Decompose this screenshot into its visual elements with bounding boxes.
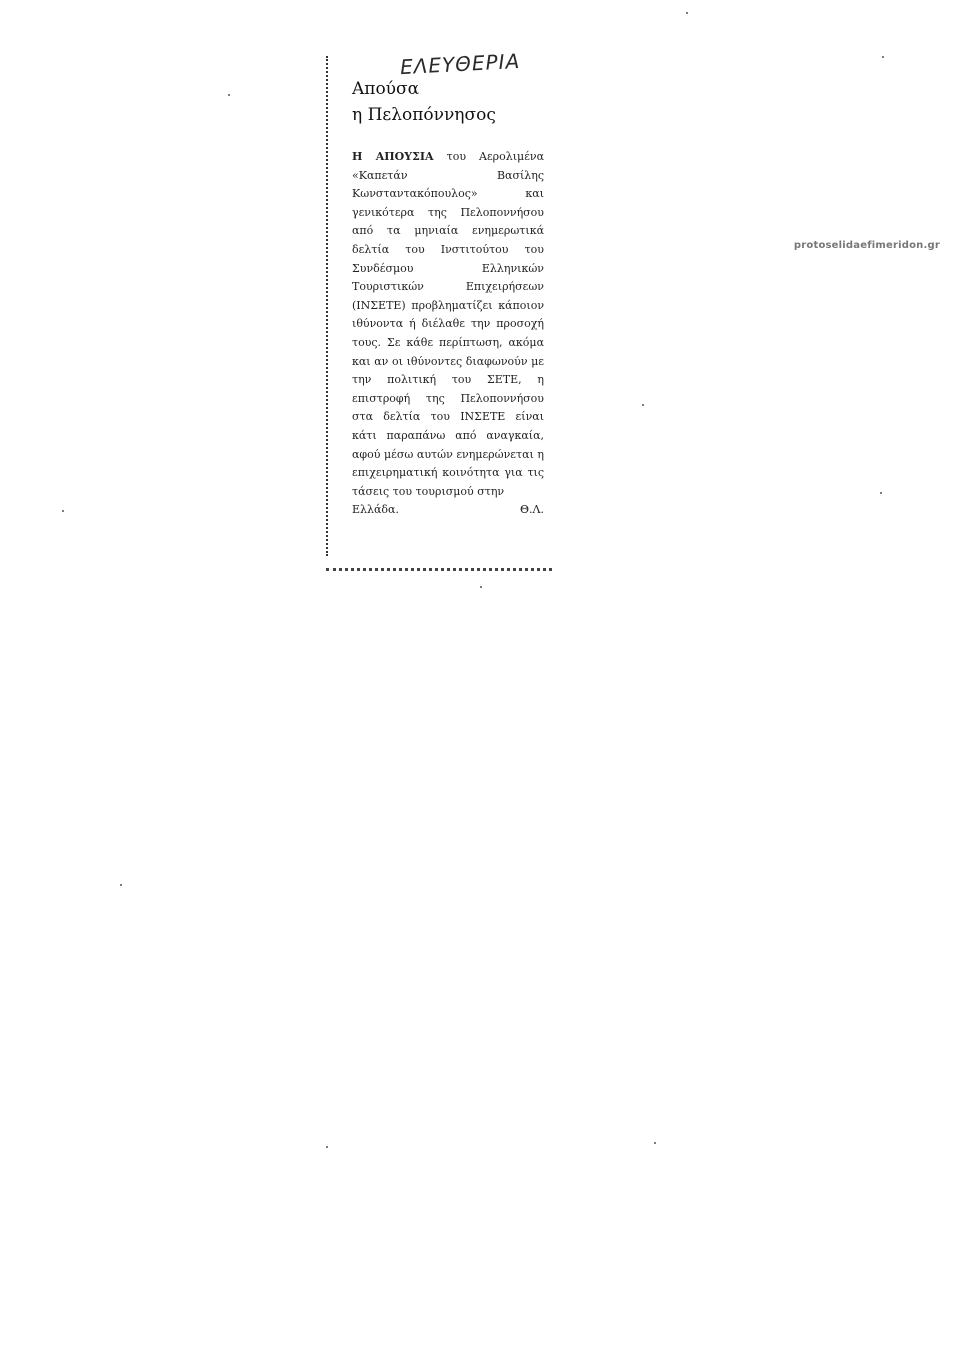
newspaper-clipping bbox=[322, 48, 558, 576]
scan-speck bbox=[686, 12, 688, 14]
scan-speck bbox=[654, 1142, 656, 1144]
clipping-left-border bbox=[326, 56, 328, 556]
closing-word: Ελλάδα. bbox=[352, 503, 399, 517]
article-text: του Αερολιμένα «Καπετάν Βασίλης Κωνσταντακόπουλος» και γενικότερα της Πελοποννήσου από τα μηνιαία ενημερωτικά δελτία του Ινστιτούτου του Συνδέσμου Ελληνικών Τουριστικών Επιχειρήσεων (ΙΝΣΕΤΕ) προβληματίζει κάποιον ιθύνοντα ή διέλαθε την προσοχή τους. Σε κάθε περίπτωση, ακόμα και αν οι ιθύνοντες διαφωνούν με την πολιτική του ΣΕΤΕ, η επιστροφή της Πελοποννήσου στα δελτία του ΙΝΣΕΤΕ είναι κάτι παραπάνω από αναγκαία, αφού μέσω αυτών ενημερώνεται η επιχειρηματική κοινότητα για τις τάσεις του τουρισμού στην bbox=[352, 150, 545, 498]
article-lead: Η ΑΠΟΥΣΙΑ bbox=[352, 150, 434, 163]
article-signoff bbox=[352, 501, 544, 519]
scan-speck bbox=[642, 404, 644, 406]
scan-speck bbox=[62, 510, 64, 512]
clipping-bottom-border bbox=[326, 568, 552, 571]
handwritten-note: ΕΛΕΥΘΕΡΙΑ bbox=[399, 48, 521, 80]
headline-line-1: Απούσα bbox=[352, 79, 420, 99]
headline-line-2: η Πελοπόννησος bbox=[352, 105, 496, 125]
article-headline bbox=[352, 76, 542, 128]
author-signature: Θ.Λ. bbox=[520, 503, 544, 517]
watermark: protoselidaefimeridon.gr bbox=[793, 240, 940, 251]
scan-speck bbox=[228, 94, 230, 96]
scan-speck bbox=[120, 884, 122, 886]
scan-speck bbox=[882, 56, 884, 58]
scan-speck bbox=[326, 1146, 328, 1148]
scan-speck bbox=[880, 492, 882, 494]
article-body bbox=[352, 148, 544, 519]
scan-speck bbox=[480, 586, 482, 588]
